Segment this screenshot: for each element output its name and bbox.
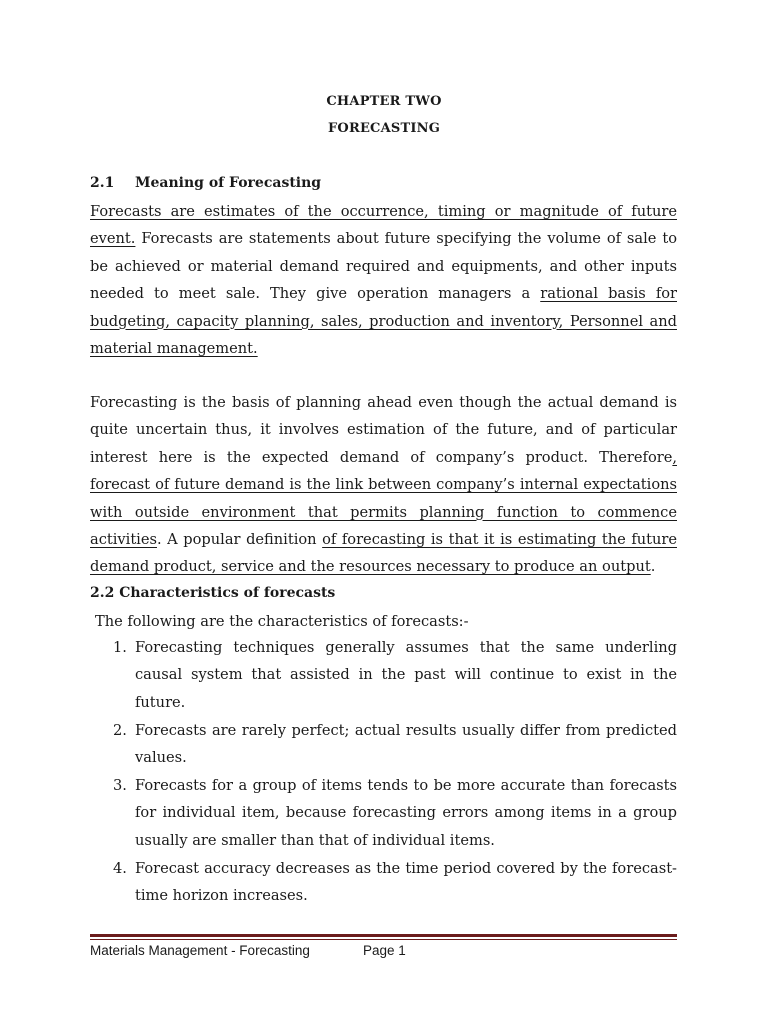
paragraph-text: Forecasts are statements about future specifying the volume of sale to be achieved or material demand required and equipments, and other inputs needed to meet sale. They give operation managers a <box>90 230 677 303</box>
footer-divider-thin <box>90 939 677 940</box>
underlined-text: rational basis for budgeting, capacity planning, sales, production and inventory, Personnel and material management. <box>90 285 677 358</box>
list-item <box>90 772 677 854</box>
section-title: Meaning of Forecasting <box>135 175 322 191</box>
list-item-text: Forecasts are rarely perfect; actual results usually differ from predicted values. <box>135 721 677 767</box>
paragraph-text: . A popular definition <box>156 531 323 549</box>
paragraph-text: . <box>650 558 656 576</box>
characteristics-list <box>90 634 677 910</box>
list-item-text: Forecasting techniques generally assumes that the same underling causal system that assisted in the past will continue to exist in the future. <box>135 639 677 711</box>
underlined-text: of forecasting is that it is estimating the future demand product, service and the resources necessary to produce an output <box>90 531 677 576</box>
list-item <box>90 855 677 910</box>
paragraph-text: Forecasting is the basis of planning ahead even though the actual demand is quite uncertain thus, it involves estimation of the future, and of particular interest here is the expected demand of company’s product. Therefore <box>90 394 677 466</box>
section-number: 2.1 <box>90 175 115 191</box>
list-item-text: Forecasts for a group of items tends to be more accurate than forecasts for individual item, because forecasting errors among items in a group usually are smaller than that of individual items. <box>135 777 677 849</box>
section-heading-2-1 <box>90 175 321 191</box>
underlined-text: , forecast of future demand is the link between company’s internal expectations with outside environment that permits planning function to commence activities <box>90 448 677 549</box>
list-item <box>90 717 677 772</box>
chapter-label: CHAPTER TWO <box>326 94 442 109</box>
list-number: 1. <box>113 639 127 656</box>
paragraph-meaning <box>90 198 677 362</box>
characteristics-intro: The following are the characteristics of forecasts:- <box>95 613 469 630</box>
list-number: 3. <box>113 777 127 795</box>
section-heading-2-2: 2.2 Characteristics of forecasts <box>90 585 336 601</box>
paragraph-basis <box>90 389 677 581</box>
list-item <box>90 634 677 716</box>
footer-divider <box>90 934 677 937</box>
list-item-text: Forecast accuracy decreases as the time period covered by the forecast-time horizon increases. <box>135 859 677 905</box>
list-number: 4. <box>113 859 127 877</box>
underlined-text: Forecasts are estimates of the occurrence, timing or magnitude of future event. <box>90 203 677 248</box>
list-number: 2. <box>113 721 127 739</box>
page-number: Page 1 <box>363 943 406 958</box>
footer-title: Materials Management - Forecasting <box>90 943 310 958</box>
chapter-title: FORECASTING <box>327 121 441 136</box>
